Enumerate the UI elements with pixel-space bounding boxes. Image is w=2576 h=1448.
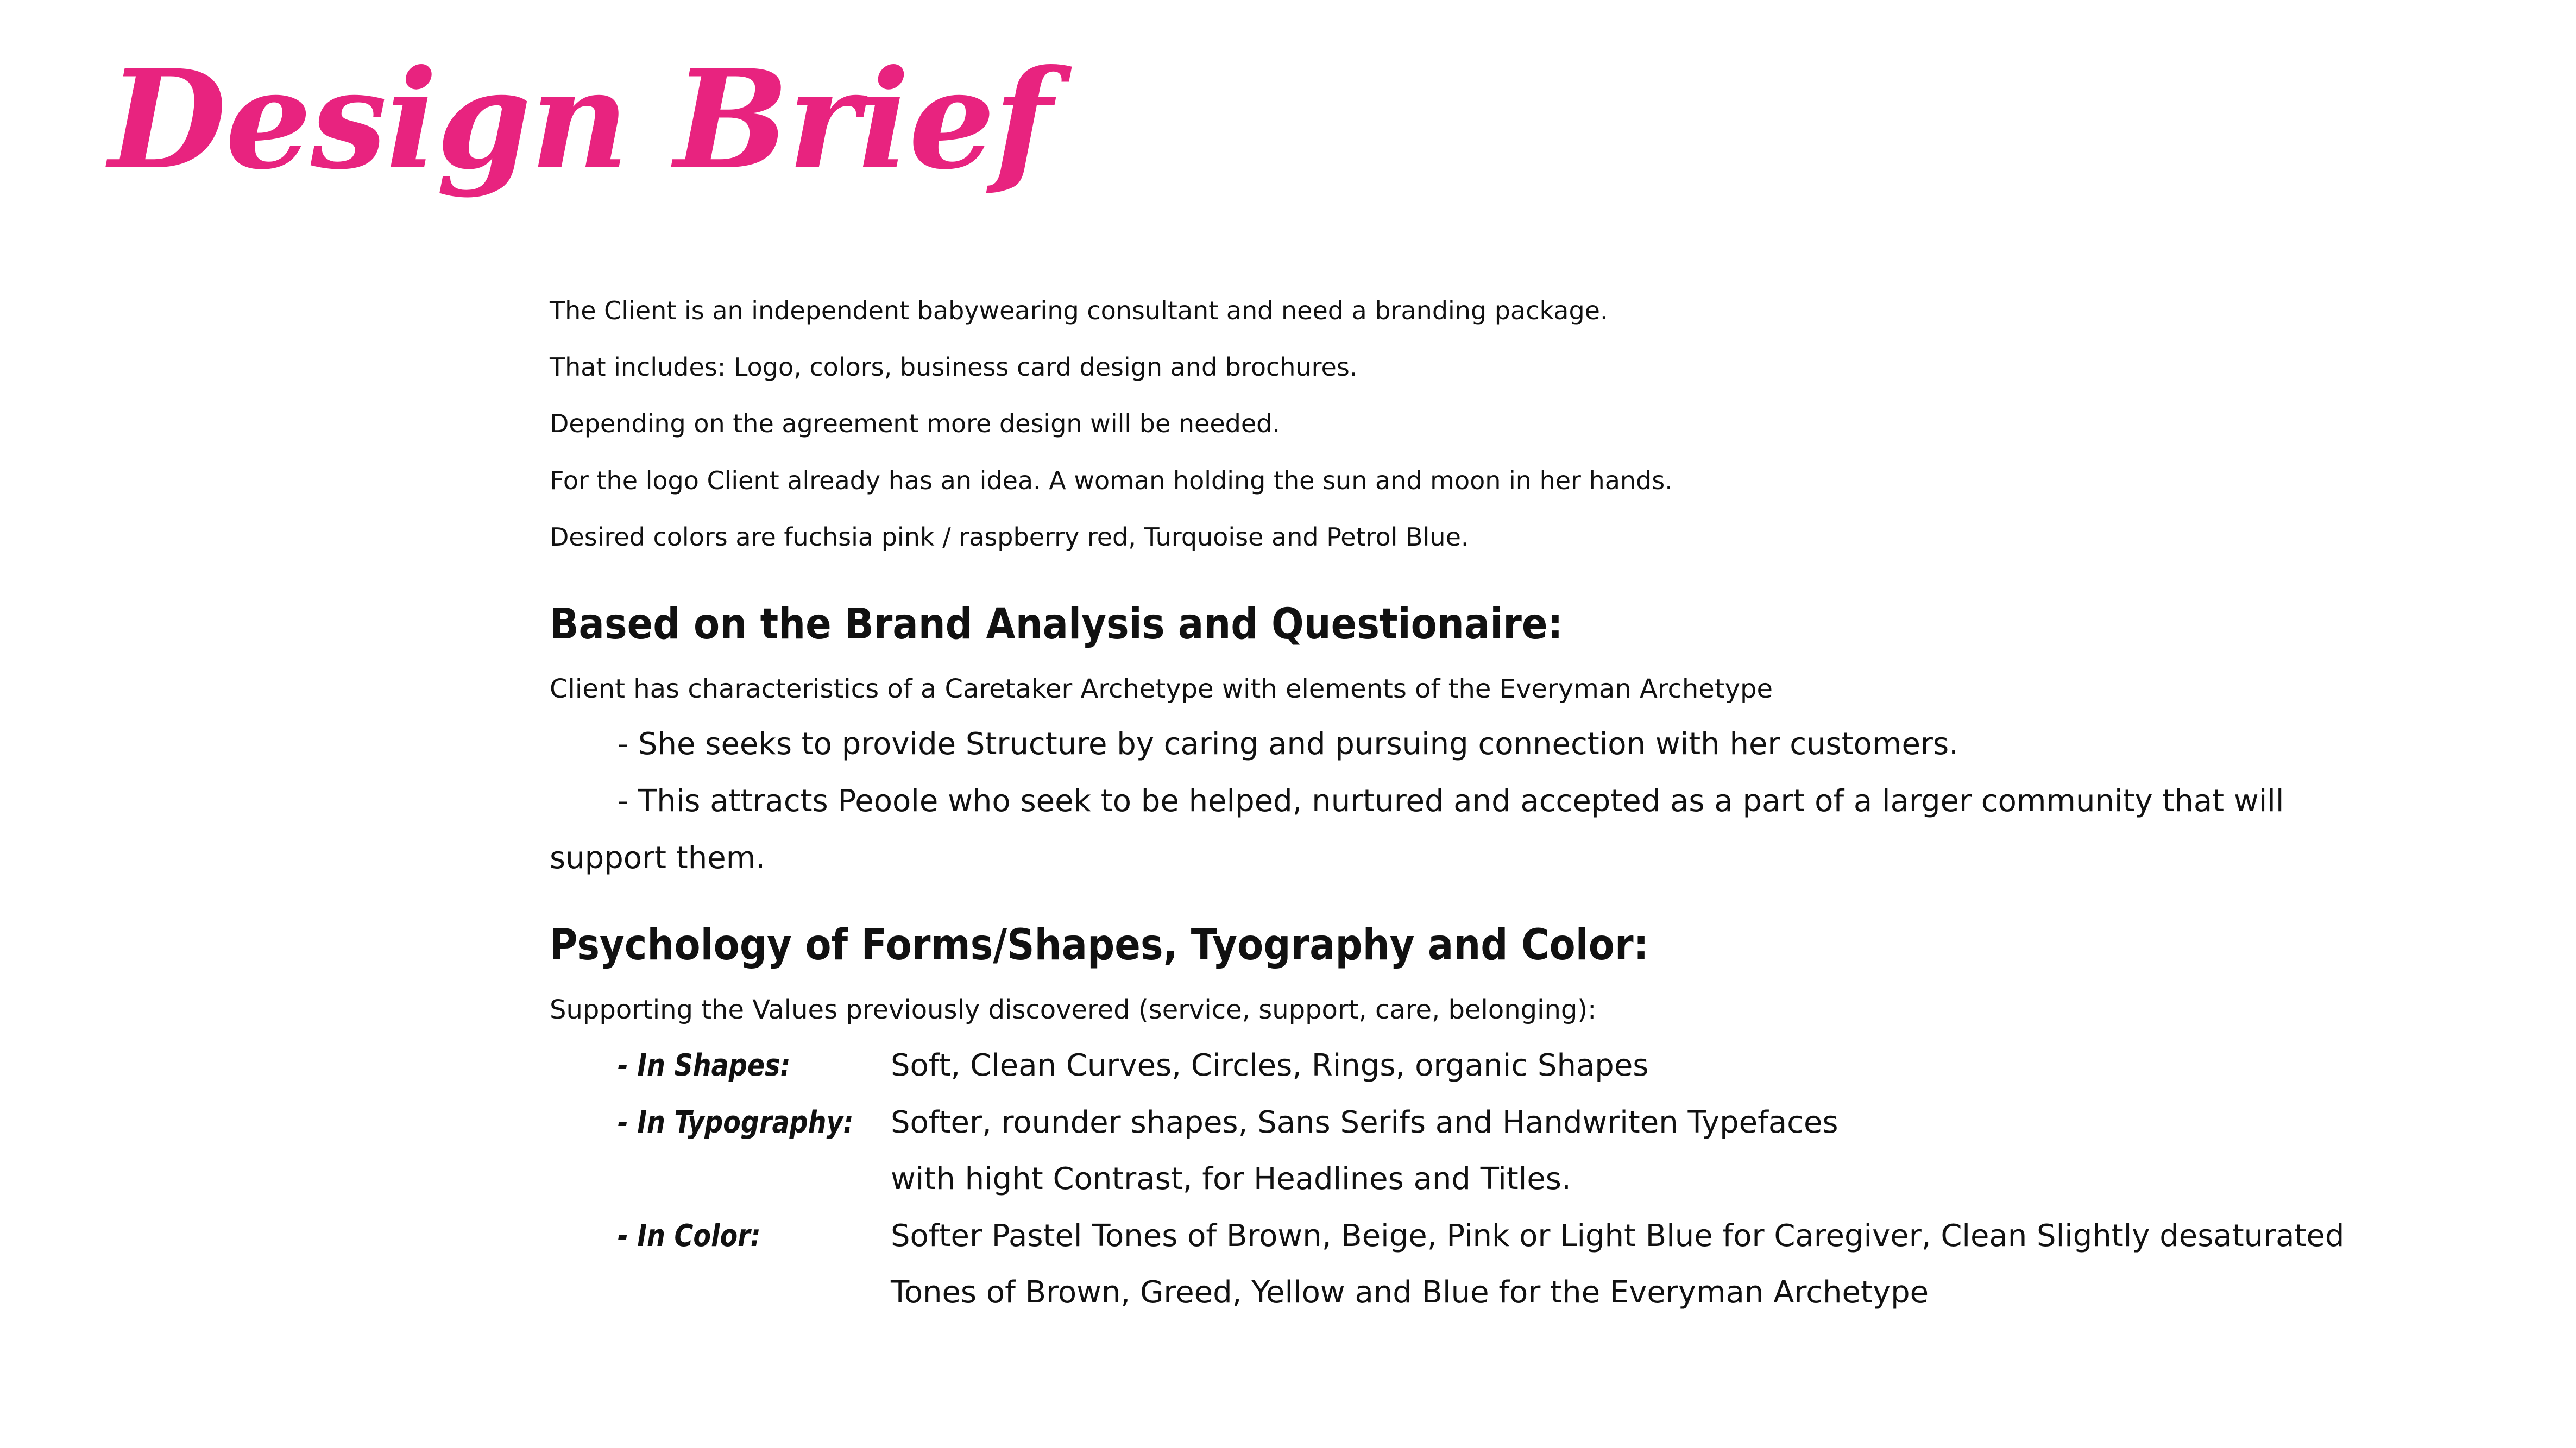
- label-typography: - In Typography:: [618, 1105, 854, 1140]
- page-title: Design Brief: [109, 40, 1051, 199]
- value-color-continued: Tones of Brown, Greed, Yellow and Blue for the Everyman Archetype: [891, 1275, 1929, 1310]
- intro-line: Depending on the agreement more design will be needed.: [550, 409, 1280, 438]
- value-typography-continued: with hight Contrast, for Headlines and Titles.: [891, 1161, 1571, 1197]
- section-subtitle: Supporting the Values previously discovered (service, support, care, belonging):: [550, 995, 1597, 1025]
- intro-line: The Client is an independent babywearing consultant and need a branding package.: [550, 296, 1608, 325]
- section-heading-psychology: Psychology of Forms/Shapes, Tyography and Color:: [550, 921, 1649, 970]
- intro-line: Desired colors are fuchsia pink / raspberry red, Turquoise and Petrol Blue.: [550, 522, 1469, 552]
- value-typography: Softer, rounder shapes, Sans Serifs and Handwriten Typefaces: [891, 1105, 1838, 1140]
- bullet-structure: - She seeks to provide Structure by caring and pursuing connection with her customers.: [618, 726, 1958, 762]
- section-subtitle: Client has characteristics of a Caretaker Archetype with elements of the Everyman Archetype: [550, 674, 1773, 704]
- value-shapes: Soft, Clean Curves, Circles, Rings, organic Shapes: [891, 1048, 1649, 1083]
- bullet-attracts: - This attracts Peoole who seek to be helped, nurtured and accepted as a part of a larger community that will: [618, 783, 2284, 819]
- label-shapes: - In Shapes:: [618, 1048, 791, 1083]
- section-heading-brand-analysis: Based on the Brand Analysis and Questionaire:: [550, 600, 1563, 649]
- intro-line: That includes: Logo, colors, business card design and brochures.: [550, 352, 1358, 382]
- intro-line: For the logo Client already has an idea. A woman holding the sun and moon in her hands.: [550, 466, 1673, 495]
- label-color: - In Color:: [618, 1218, 761, 1254]
- bullet-attracts-continued: support them.: [550, 840, 766, 876]
- value-color: Softer Pastel Tones of Brown, Beige, Pink or Light Blue for Caregiver, Clean Slightly desaturated: [891, 1218, 2345, 1254]
